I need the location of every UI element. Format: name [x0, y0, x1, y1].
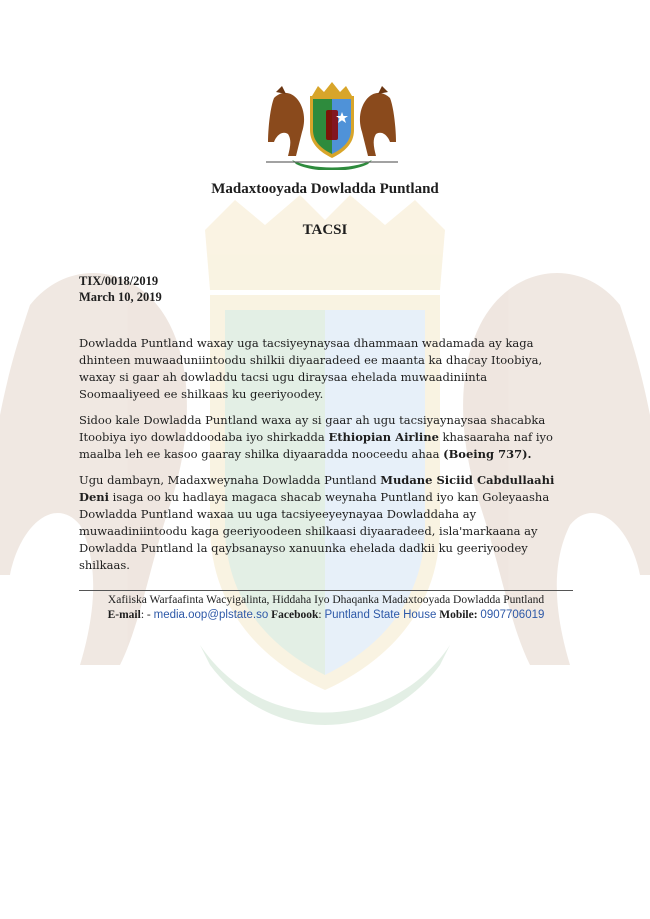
email-link[interactable]: media.oop@plstate.so	[153, 609, 269, 621]
aircraft-model: (Boeing 737).	[443, 447, 532, 461]
reference-block	[79, 273, 162, 305]
reference-number: TIX/0018/2019	[79, 274, 159, 288]
document-body	[79, 335, 567, 583]
document-subject: TACSI	[302, 222, 348, 238]
president-name: Mudane Siciid Cabdullaahi Deni	[79, 473, 555, 504]
footer-divider	[79, 590, 573, 591]
paragraph-1: Dowladda Puntland waxay uga tacsiyeynaysaa dhammaan wadamada ay kaga dhinteen muwaaduniintoodu shilkii diyaaradeed ee maanta ka dhacay Itoobiya, waxay si gaar ah dowladdu tacsi ugu diraysaa ehelada muwaadiniinta Soomaaliyeed ee shilkaas ku geeriyoodey.	[79, 336, 543, 401]
paragraph-2-text-b: khasaaraha naf iyo maalba leh ee kasoo gaaray shilka diyaaradda nooceedu ahaa	[79, 430, 553, 461]
facebook-separator: :	[318, 609, 325, 621]
mobile-label: Mobile:	[439, 609, 478, 621]
email-separator: : -	[140, 609, 154, 621]
paragraph-3-text-b: isaga oo ku hadlaya magaca shacab weynaha Puntland iyo kan Goleyaasha Dowladda Puntland waxaa uu uga tacsiyeeyeynayaa Dowladdaha ay muwaadiniintoodu kaga geeriyoodeen shilkaasi diyaaradeed, isla'markaana ay Dowladda Puntland la qaybsanayso xanuunka ehelada dadkii ku geeriyoodey shilkaas.	[79, 490, 550, 572]
paragraph-3-text-a: Ugu dambayn, Madaxweynaha Dowladda Puntland	[79, 473, 381, 487]
paragraph-2	[79, 412, 567, 463]
paragraph-3	[79, 472, 567, 574]
facebook-link[interactable]: Puntland State House	[324, 609, 437, 621]
facebook-label: Facebook	[271, 609, 319, 621]
mobile-number[interactable]: 0907706019	[480, 609, 545, 621]
footer-contact-line	[72, 608, 580, 623]
footer	[72, 593, 580, 623]
airline-name: Ethiopian Airline	[328, 430, 439, 444]
paragraph-2-text-a: Sidoo kale Dowladda Puntland waxa ay si gaar ah ugu tacsiyaynaysaa shacabka Itoobiya iyo dowladdoodaba iyo shirkadda	[79, 413, 546, 444]
email-label: E-mail	[107, 609, 141, 621]
footer-office-line: Xafiiska Warfaafinta Wacyigalinta, Hiddaha Iyo Dhaqanka Madaxtooyada Dowladda Puntland	[107, 594, 545, 606]
office-title: Madaxtooyada Dowladda Puntland	[211, 181, 439, 197]
document-date: March 10, 2019	[79, 290, 162, 304]
